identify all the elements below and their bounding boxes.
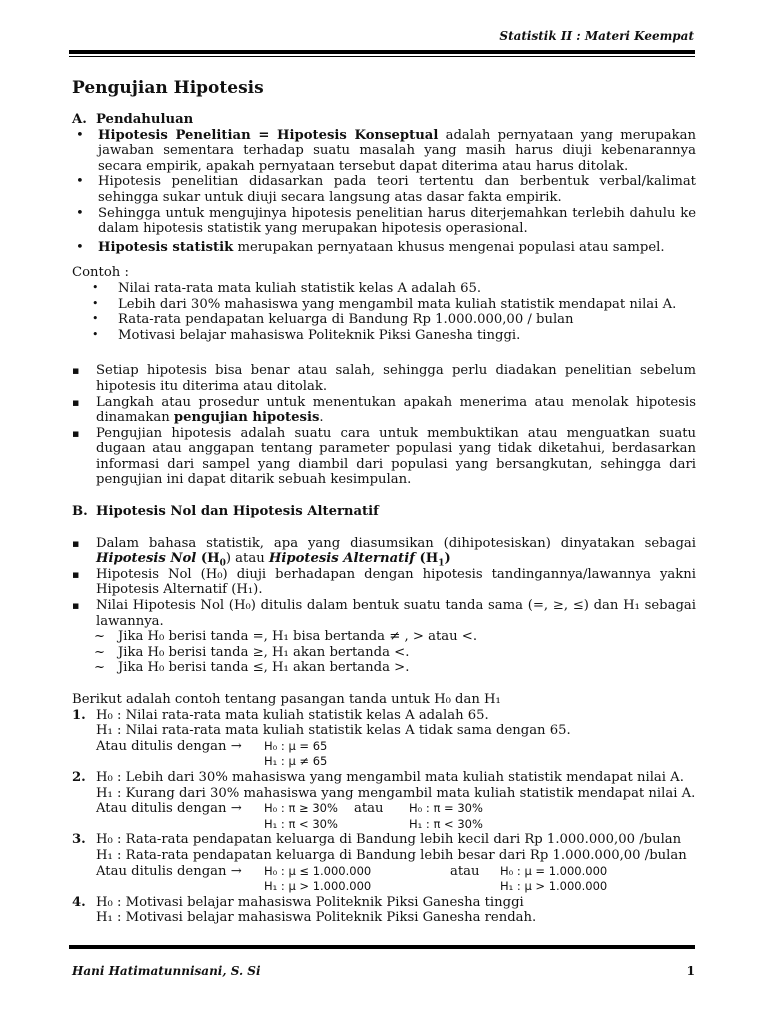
- atau-label: Atau ditulis dengan →: [96, 738, 242, 754]
- bullet-icon: •: [76, 239, 84, 255]
- example-h1: H₁ : Rata-rata pendapatan keluarga di Bandung lebih besar dari Rp 1.000.000,00 /bulan: [96, 847, 687, 863]
- section-a-heading: [72, 112, 696, 128]
- a3-text: Sehingga untuk mengujinya hipotesis penelitian harus diterjemahkan terlebih dahulu ke dalam hipotesis statistik yang merupakan hipotesis operasional.: [98, 205, 696, 237]
- formula-row: [96, 801, 696, 817]
- example-h1: H₁ : Nilai rata-rata mata kuliah statistik kelas A tidak sama dengan 65.: [96, 723, 571, 739]
- tilde-bullet-icon: ~: [94, 660, 106, 676]
- list-item: [72, 598, 696, 629]
- contoh-list: [72, 281, 696, 343]
- page-number: 1: [686, 964, 695, 978]
- b1-pre: Dalam bahasa statistik, apa yang diasumsikan (dihipotesiskan) dinyatakan sebagai: [96, 535, 696, 551]
- b1-h1: (H: [414, 551, 439, 567]
- formula-row: [96, 864, 696, 880]
- tilde-list: [72, 629, 696, 676]
- contoh-text: Rata-rata pendapatan keluarga di Bandung Rp 1.000.000,00 / bulan: [118, 312, 574, 328]
- formula-row: [96, 817, 696, 833]
- bullet-icon: •: [76, 127, 84, 143]
- list-item: [72, 536, 696, 567]
- example-h0: H₀ : Lebih dari 30% mahasiswa yang mengambil mata kuliah statistik mendapat nilai A.: [96, 769, 684, 785]
- formula-row: [96, 754, 696, 770]
- example-number: 1.: [72, 707, 86, 723]
- example-h0: H₀ : Rata-rata pendapatan keluarga di Bandung lebih kecil dari Rp 1.000.000,00 /bulan: [96, 832, 682, 848]
- example-h1: H₁ : Kurang dari 30% mahasiswa yang mengambil mata kuliah statistik mendapat nilai A.: [96, 785, 696, 801]
- square-bullet-icon: ▪: [72, 395, 80, 409]
- b2-text: Hipotesis Nol (H₀) diuji berhadapan dengan hipotesis tandingannya/lawannya yakni Hipotesis Alternatif (H₁).: [96, 566, 696, 598]
- tilde-bullet-icon: ~: [94, 629, 106, 645]
- square-bullets-1: [72, 363, 696, 488]
- header-rule-thick: [69, 50, 695, 54]
- b1-nol: Hipotesis Nol: [96, 551, 197, 567]
- square-bullet-icon: ▪: [72, 536, 80, 550]
- formula-h0: H₀ : π ≥ 30%: [264, 801, 338, 816]
- square-bullet-icon: ▪: [72, 599, 80, 613]
- section-b-title: Hipotesis Nol dan Hipotesis Alternatif: [96, 504, 379, 520]
- example-4: [72, 895, 696, 926]
- b1-h1-sub: 1: [438, 558, 445, 569]
- example-h1: H₁ : Motivasi belajar mahasiswa Politeknik Piksi Ganesha rendah.: [96, 910, 537, 926]
- example-2: [72, 770, 696, 832]
- formula-h1: H₁ : μ ≠ 65: [264, 754, 328, 769]
- square-bullet-icon: ▪: [72, 426, 80, 440]
- square-bullet-icon: ▪: [72, 364, 80, 378]
- contoh-text: Nilai rata-rata mata kuliah statistik kelas A adalah 65.: [118, 280, 482, 296]
- running-header: Statistik II : Materi Keempat: [499, 29, 694, 43]
- formula-h1-alt: H₁ : μ > 1.000.000: [500, 879, 608, 894]
- a1-bold: Hipotesis Penelitian = Hipotesis Konseptual: [98, 127, 439, 143]
- bullet-icon: •: [92, 327, 99, 341]
- b3-text: Nilai Hipotesis Nol (H₀) ditulis dalam bentuk suatu tanda sama (=, ≥, ≤) dan H₁ sebagai lawannya.: [96, 598, 696, 629]
- example-h0: H₀ : Nilai rata-rata mata kuliah statistik kelas A adalah 65.: [96, 707, 489, 723]
- b1-end: ): [444, 551, 451, 567]
- s3-text: Pengujian hipotesis adalah suatu cara untuk membuktikan atau menguatkan suatu dugaan atau anggapan tentang parameter populasi yang tidak diketahui, berdasarkan informasi dari sampel yang diambil dari populasi yang bersangkutan, sehingga dari pengujian ini dapat ditarik sebuah kesimpulan.: [96, 425, 696, 488]
- section-a-bullets: [72, 128, 696, 256]
- formula-h0-alt: H₀ : μ = 1.000.000: [500, 863, 608, 878]
- list-item: [72, 660, 696, 676]
- list-item: [72, 312, 696, 328]
- section-a-title: Pendahuluan: [96, 112, 194, 127]
- bullet-icon: •: [76, 205, 84, 221]
- examples-intro: Berikut adalah contoh tentang pasangan tanda untuk H₀ dan H₁: [72, 692, 501, 707]
- formula-atau: atau: [354, 801, 384, 817]
- s2-pre: Langkah atau prosedur untuk menentukan apakah menerima atau menolak hipotesis dinamakan: [96, 394, 696, 426]
- bullet-icon: •: [76, 174, 84, 190]
- list-item: [72, 645, 696, 661]
- tilde-text: Jika H₀ berisi tanda ≥, H₁ akan bertanda <.: [118, 644, 410, 660]
- formula-h0-alt: H₀ : π = 30%: [409, 801, 483, 816]
- atau-label: Atau ditulis dengan →: [96, 863, 242, 879]
- formula-h1-alt: H₁ : π < 30%: [409, 816, 483, 831]
- a4-rest: merupakan pernyataan khusus mengenai populasi atau sampel.: [233, 239, 665, 255]
- bullet-icon: •: [92, 312, 99, 326]
- footer-author: Hani Hatimatunnisani, S. Si: [72, 964, 261, 978]
- tilde-bullet-icon: ~: [94, 644, 106, 660]
- footer-rule: [69, 945, 695, 949]
- list-item: [72, 629, 696, 645]
- a1-rest: adalah pernyataan yang merupakan jawaban sementara terhadap suatu masalah yang masih harus diuji kebenarannya secara empirik, apakah pernyataan tersebut dapat diterima atau harus ditolak.: [98, 127, 696, 174]
- s2-bold: pengujian hipotesis: [173, 410, 320, 426]
- list-item: [72, 395, 696, 426]
- formula-atau: atau: [450, 863, 480, 879]
- list-item: [72, 174, 696, 205]
- document-body: [72, 78, 696, 926]
- a4-bold: Hipotesis statistik: [98, 239, 234, 255]
- list-item: [72, 567, 696, 598]
- s1-text: Setiap hipotesis bisa benar atau salah, sehingga perlu diadakan penelitian sebelum hipotesis itu diterima atau ditolak.: [96, 363, 696, 394]
- list-item: [72, 206, 696, 237]
- list-item: [72, 328, 696, 344]
- example-number: 4.: [72, 894, 86, 910]
- list-item: [72, 240, 696, 256]
- example-number: 3.: [72, 832, 86, 848]
- formula-h1: H₁ : μ > 1.000.000: [264, 879, 372, 894]
- tilde-text: Jika H₀ berisi tanda =, H₁ bisa bertanda ≠ , > atau <.: [118, 629, 478, 645]
- list-item: [72, 128, 696, 175]
- section-b-letter: B.: [72, 504, 88, 520]
- example-number: 2.: [72, 769, 86, 785]
- section-b-heading: [72, 504, 696, 520]
- b1-h0-sub: 0: [219, 558, 226, 569]
- contoh-text: Motivasi belajar mahasiswa Politeknik Piksi Ganesha tinggi.: [118, 327, 521, 343]
- formula-row: [96, 879, 696, 895]
- list-item: [72, 426, 696, 488]
- list-item: [72, 281, 696, 297]
- header-rule-thin: [69, 56, 695, 57]
- a2-text: Hipotesis penelitian didasarkan pada teori tertentu dan berbentuk verbal/kalimat sehingga sukar untuk diuji secara langsung atas dasar fakta empirik.: [98, 174, 696, 205]
- list-item: [72, 297, 696, 313]
- formula-h0: H₀ : μ = 65: [264, 738, 328, 753]
- atau-label: Atau ditulis dengan →: [96, 801, 242, 817]
- example-3: [72, 832, 696, 894]
- section-a-letter: A.: [72, 112, 87, 127]
- tilde-text: Jika H₀ berisi tanda ≤, H₁ akan bertanda >.: [118, 660, 410, 676]
- formula-row: [96, 739, 696, 755]
- square-bullet-icon: ▪: [72, 567, 80, 581]
- formula-h1: H₁ : π < 30%: [264, 816, 338, 831]
- s2-post: .: [319, 410, 324, 426]
- contoh-text: Lebih dari 30% mahasiswa yang mengambil mata kuliah statistik mendapat nilai A.: [118, 296, 677, 312]
- b1-alt: Hipotesis Alternatif: [268, 551, 415, 567]
- page-title: Pengujian Hipotesis: [72, 78, 264, 98]
- list-item: [72, 363, 696, 394]
- bullet-icon: •: [92, 296, 99, 310]
- b1-mid: ) atau: [225, 551, 269, 567]
- b1-h0: (H: [196, 551, 220, 567]
- formula-h0: H₀ : μ ≤ 1.000.000: [264, 863, 372, 878]
- bullet-icon: •: [92, 280, 99, 294]
- contoh-label: Contoh :: [72, 265, 129, 281]
- example-1: [72, 708, 696, 770]
- square-bullets-2: [72, 536, 696, 630]
- example-h0: H₀ : Motivasi belajar mahasiswa Politeknik Piksi Ganesha tinggi: [96, 894, 524, 910]
